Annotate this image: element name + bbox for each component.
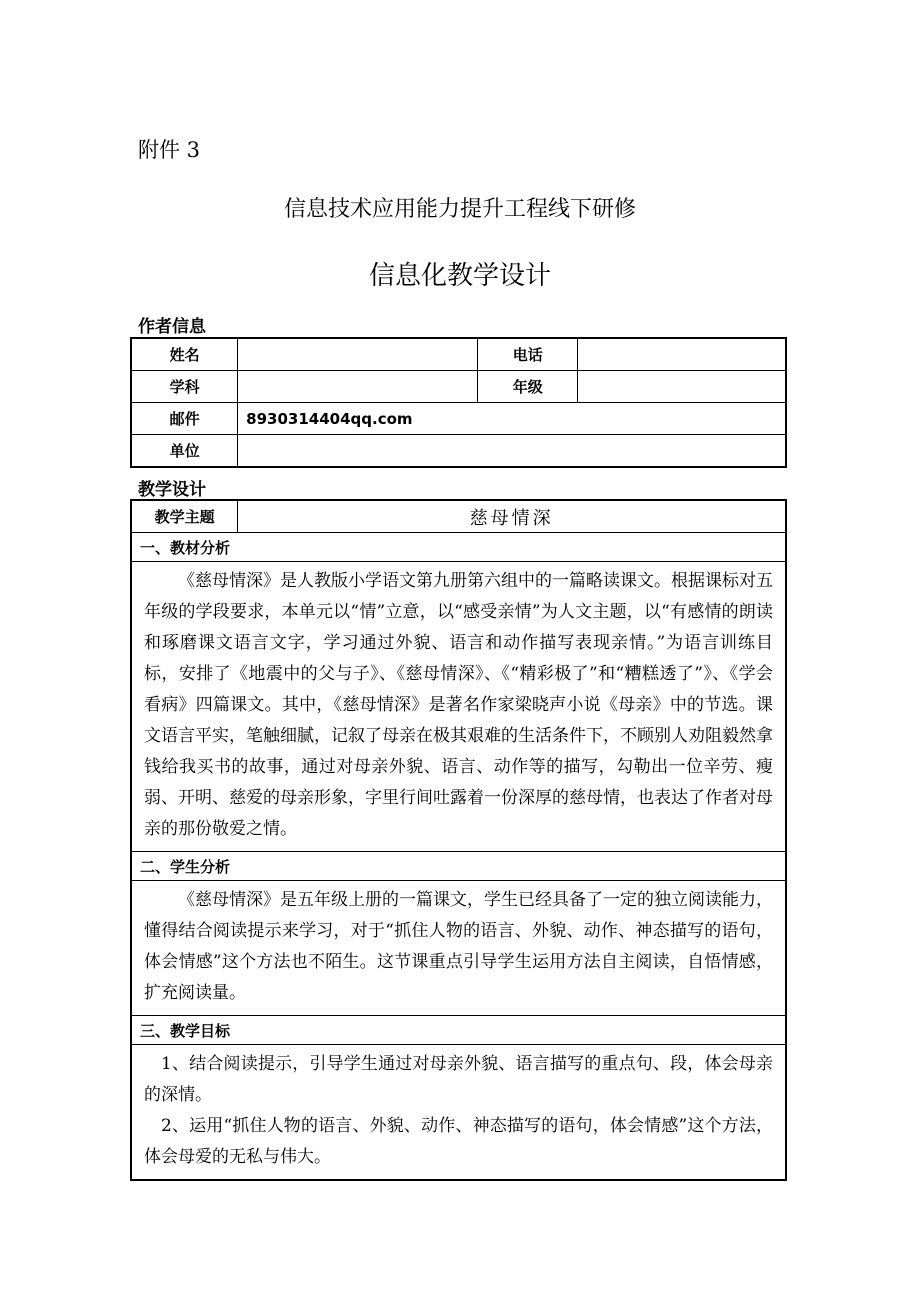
author-info-table xyxy=(130,337,787,468)
material-analysis-cell[interactable] xyxy=(131,562,786,852)
document-subtitle: 信息化教学设计 xyxy=(368,261,551,291)
student-analysis-cell[interactable] xyxy=(131,881,786,1016)
topic-value[interactable]: 慈母情深 xyxy=(238,500,786,533)
table-row xyxy=(131,562,786,852)
student-analysis-heading: 二、学生分析 xyxy=(131,852,786,881)
table-row xyxy=(131,338,786,371)
table-row xyxy=(131,403,786,435)
table-row xyxy=(131,533,786,562)
grade-label: 年级 xyxy=(478,371,578,403)
subject-field[interactable] xyxy=(238,371,478,403)
unit-field[interactable] xyxy=(238,435,786,468)
table-row xyxy=(131,371,786,403)
topic-label: 教学主题 xyxy=(131,500,238,533)
attachment-label: 附件 3 xyxy=(138,138,201,162)
teaching-goals-cell[interactable] xyxy=(131,1045,786,1181)
grade-field[interactable] xyxy=(578,371,786,403)
table-row xyxy=(131,881,786,1016)
email-label: 邮件 xyxy=(131,403,238,435)
email-field[interactable]: 8930314404qq.com xyxy=(238,403,786,435)
phone-label: 电话 xyxy=(478,338,578,371)
teaching-goal-1: 1、结合阅读提示，引导学生通过对母亲外貌、语言描写的重点句、段，体会母亲的深情。 xyxy=(144,1054,773,1105)
table-row xyxy=(131,1016,786,1045)
subject-label: 学科 xyxy=(131,371,238,403)
teaching-goal-2: 2、运用“抓住人物的语言、外貌、动作、神态描写的语句，体会情感”这个方法，体会母爱的无私与伟大。 xyxy=(144,1116,773,1167)
student-analysis-text: 《慈母情深》是五年级上册的一篇课文，学生已经具备了一定的独立阅读能力，懂得结合阅读提示来学习，对于“抓住人物的语言、外貌、动作、神态描写的语句，体会情感”这个方法也不陌生。这节课重点引导学生运用方法自主阅读，自悟情感，扩充阅读量。 xyxy=(144,890,773,1003)
table-row xyxy=(131,1045,786,1181)
table-row xyxy=(131,435,786,468)
material-analysis-text: 《慈母情深》是人教版小学语文第九册第六组中的一篇略读课文。根据课标对五年级的学段要求，本单元以“情”立意，以“感受亲情”为人文主题，以“有感情的朗读和琢磨课文语言文字，学习通过外貌、语言和动作描写表现亲情。”为语言训练目标，安排了《地震中的父与子》、《慈母情深》、《“精彩极了”和“糟糕透了”》、《学会看病》四篇课文。其中，《慈母情深》是著名作家梁晓声小说《母亲》中的节选。课文语言平实，笔触细腻，记叙了母亲在极其艰难的生活条件下，不顾别人劝阻毅然拿钱给我买书的故事，通过对母亲外貌、语言、动作等的描写，勾勒出一位辛劳、瘦弱、开明、慈爱的母亲形象，字里行间吐露着一份深厚的慈母情，也表达了作者对母亲的那份敬爱之情。 xyxy=(144,571,773,839)
unit-label: 单位 xyxy=(131,435,238,468)
teaching-goals-heading: 三、教学目标 xyxy=(131,1016,786,1045)
name-field[interactable] xyxy=(238,338,478,371)
author-info-heading: 作者信息 xyxy=(138,317,206,337)
name-label: 姓名 xyxy=(131,338,238,371)
teaching-design-table xyxy=(130,499,787,1181)
phone-field[interactable] xyxy=(578,338,786,371)
table-row xyxy=(131,852,786,881)
table-row xyxy=(131,500,786,533)
document-title: 信息技术应用能力提升工程线下研修 xyxy=(283,197,636,222)
material-analysis-heading: 一、教材分析 xyxy=(131,533,786,562)
teaching-design-heading: 教学设计 xyxy=(138,480,206,500)
